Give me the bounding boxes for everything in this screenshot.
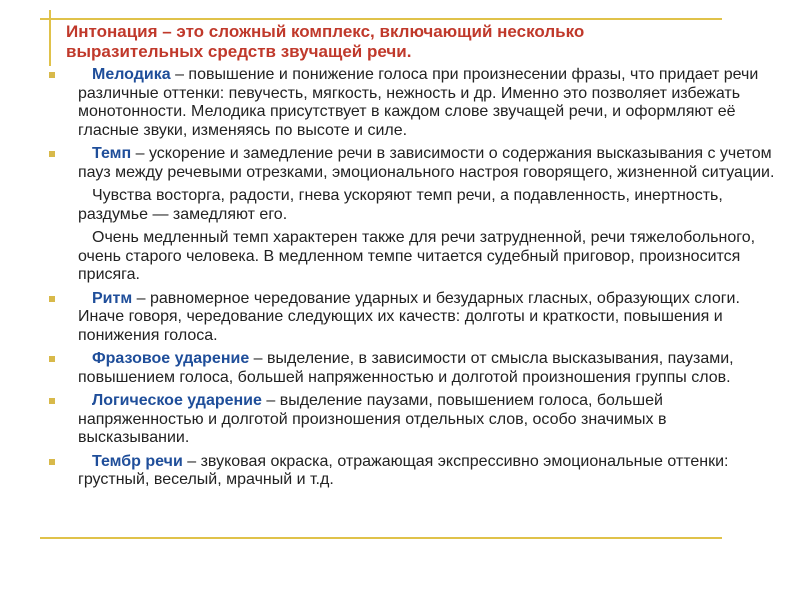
- bullet-item-phrase-stress: [42, 350, 777, 387]
- bullet-item-logical-stress: [42, 392, 777, 448]
- slide-title-line-2: выразительных средств звучащей речи.: [66, 42, 412, 61]
- bottom-decorative-line: [40, 537, 722, 539]
- term-timbre: Тембр речи: [92, 452, 183, 470]
- bullet-item-temp: [42, 145, 777, 182]
- bullet-item-melodika: [42, 66, 777, 140]
- term-phrase-stress: Фразовое ударение: [92, 350, 250, 367]
- plain-paragraph-feelings: [42, 187, 777, 224]
- definition-temp: – ускорение и замедление речи в зависимости о содержания высказывания с учетом пауз между речевыми отрезками, эмоционального настроя говорящего, жизненной ситуации.: [78, 145, 775, 181]
- square-bullet-icon: [49, 459, 55, 465]
- top-decorative-line: [40, 18, 722, 20]
- definition-melodika: – повышение и понижение голоса при произнесении фразы, что придает речи различные оттенки: певучесть, мягкость, нежность и др. Именно это позволяет избежать монотонности. Мелодика присутствует в каждом слове звучащей речи, и оформляют её гласные звуки, изменяясь по высоте и силе.: [78, 66, 759, 139]
- definition-timbre: – звуковая окраска, отражающая экспрессивно эмоциональные оттенки: грустный, веселый, мрачный и т.д.: [78, 452, 729, 488]
- term-melodika: Мелодика: [92, 66, 171, 83]
- left-decorative-line: [49, 10, 51, 66]
- square-bullet-icon: [49, 151, 55, 157]
- bullet-item-timbre: [42, 453, 777, 490]
- paragraph-text: Очень медленный темп характерен также для речи затрудненной, речи тяжелобольного, очень старого человека. В медленном темпе читается судебный приговор, произносится присяга.: [78, 229, 756, 283]
- slide-title-line-1: Интонация – это сложный комплекс, включающий несколько: [66, 22, 585, 41]
- definition-logical-stress: – выделение паузами, повышением голоса, большей напряженностью и долготой произношения отдельных слов, особо значимых в высказывании.: [78, 392, 667, 446]
- definition-phrase-stress: – выделение, в зависимости от смысла высказывания, паузами, повышением голоса, большей напряженностью и долготой произношения группы слов.: [78, 350, 734, 386]
- paragraph-text: Чувства восторга, радости, гнева ускоряют темп речи, а подавленность, инертность, раздумье — замедляют его.: [78, 187, 723, 223]
- term-ritm: Ритм: [92, 289, 133, 307]
- definition-ritm: – равномерное чередование ударных и безударных гласных, образующих слоги. Иначе говоря, чередование следующих их качеств: долготы и краткости, повышения и понижения голоса.: [78, 289, 740, 344]
- term-temp: Темп: [92, 145, 132, 162]
- term-logical-stress: Логическое ударение: [92, 392, 262, 409]
- slide-title: [66, 22, 746, 62]
- square-bullet-icon: [49, 72, 55, 78]
- square-bullet-icon: [49, 398, 55, 404]
- square-bullet-icon: [49, 296, 55, 302]
- bullet-item-ritm: [42, 290, 777, 346]
- square-bullet-icon: [49, 356, 55, 362]
- plain-paragraph-slow-tempo: [42, 229, 777, 285]
- slide-body: [42, 66, 777, 495]
